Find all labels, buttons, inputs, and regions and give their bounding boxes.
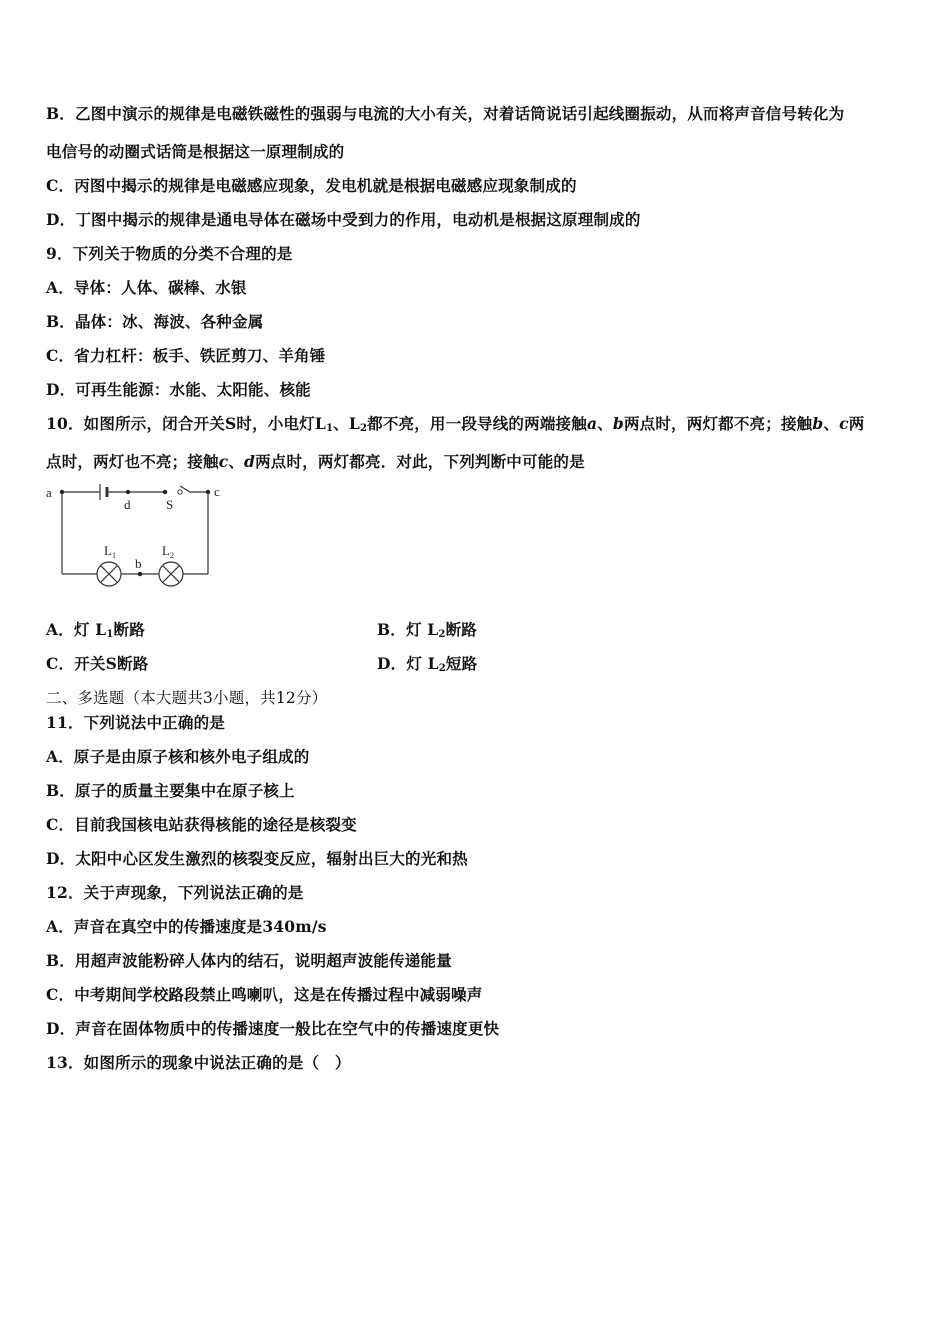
- circuit-diagram: [40, 480, 230, 592]
- option-12b: B．用超声波能粉碎人体内的结石，说明超声波能传递能量: [46, 951, 452, 970]
- option-10c: C．开关S断路: [46, 654, 149, 673]
- option-9b: B．晶体：冰、海波、各种金属: [46, 312, 264, 331]
- q10-text: 、: [597, 414, 613, 433]
- opt-text: 短路: [445, 654, 478, 673]
- label-switch-S: S: [166, 497, 174, 512]
- q10-text: 、: [228, 452, 245, 471]
- label-d: d: [124, 497, 131, 512]
- question-12: 12．关于声现象，下列说法正确的是: [46, 883, 304, 902]
- q10-var: d: [244, 452, 256, 471]
- q10-var: a: [586, 414, 598, 433]
- q10-text: 10．如图所示，闭合开关S时，小电灯L: [46, 414, 326, 433]
- question-9: 9．下列关于物质的分类不合理的是: [46, 244, 293, 263]
- opt-text: 断路: [445, 620, 477, 639]
- option-8b-line2: 电信号的动圈式话筒是根据这一原理制成的: [46, 142, 345, 161]
- label-L2-sub: 2: [169, 551, 174, 560]
- option-8b-line1: B．乙图中演示的规律是电磁铁磁性的强弱与电流的大小有关，对着话筒说话引起线圈振动，从而将声音信号转化为: [46, 104, 845, 123]
- option-12d: D．声音在固体物质中的传播速度一般比在空气中的传播速度更快: [46, 1019, 500, 1038]
- q10-text: 两点时，两灯都不亮；接触: [623, 414, 813, 433]
- option-8d: D．丁图中揭示的规律是通电导体在磁场中受到力的作用，电动机是根据这原理制成的: [46, 210, 641, 229]
- point-a-dot: [60, 490, 64, 494]
- q10-sub: 2: [359, 423, 368, 434]
- q10-text: 、: [823, 414, 840, 433]
- label-b: b: [135, 556, 142, 571]
- option-12c: C．中考期间学校路段禁止鸣喇叭，这是在传播过程中减弱噪声: [46, 985, 483, 1004]
- label-a: a: [46, 485, 52, 500]
- option-9a: A．导体：人体、碳棒、水银: [46, 278, 247, 297]
- q10-text: 点时，两灯也不亮；接触: [46, 452, 219, 471]
- option-11b: B．原子的质量主要集中在原子核上: [46, 781, 295, 800]
- q10-text: 、L: [333, 414, 360, 433]
- label-L2-letter: L: [162, 543, 170, 558]
- opt-sub: 2: [438, 629, 446, 640]
- q10-var: c: [218, 452, 229, 471]
- opt-text: B．灯 L: [377, 620, 439, 639]
- option-9c: C．省力杠杆：板手、铁匠剪刀、羊角锤: [46, 346, 326, 365]
- question-11: 11．下列说法中正确的是: [46, 713, 225, 732]
- option-10a: [46, 618, 145, 640]
- q10-text: 两: [848, 414, 865, 433]
- opt-text: A．灯 L: [46, 620, 107, 639]
- label-L1-sub: 1: [111, 551, 116, 560]
- option-12a: A．声音在真空中的传播速度是340m/s: [46, 917, 327, 936]
- q10-var: c: [839, 414, 849, 433]
- question-10-line1: [46, 412, 864, 434]
- q10-text: 都不亮，用一段导线的两端接触: [367, 414, 587, 433]
- option-11a: A．原子是由原子核和核外电子组成的: [46, 747, 310, 766]
- point-b-dot: [138, 572, 142, 576]
- label-L1: [104, 543, 116, 560]
- question-10-line2: [46, 450, 585, 472]
- option-9d: D．可再生能源：水能、太阳能、核能: [46, 380, 311, 399]
- label-L2: [162, 543, 174, 560]
- opt-sub: 1: [106, 629, 114, 640]
- label-c: c: [214, 484, 220, 499]
- point-c-dot: [206, 490, 210, 494]
- option-10d: [377, 652, 477, 674]
- question-13: 13．如图所示的现象中说法正确的是（ ）: [46, 1053, 351, 1072]
- opt-sub: 2: [438, 663, 446, 674]
- option-11d: D．太阳中心区发生激烈的核裂变反应，辐射出巨大的光和热: [46, 849, 468, 868]
- label-L1-letter: L: [104, 543, 112, 558]
- opt-text: 断路: [113, 620, 145, 639]
- q10-text: 两点时，两灯都亮．对此，下列判断中可能的是: [255, 452, 585, 471]
- point-d-dot: [126, 490, 130, 494]
- q10-var: b: [812, 414, 824, 433]
- option-8c: C．丙图中揭示的规律是电磁感应现象，发电机就是根据电磁感应现象制成的: [46, 176, 577, 195]
- switch-contact: [178, 490, 182, 494]
- option-11c: C．目前我国核电站获得核能的途径是核裂变: [46, 815, 357, 834]
- q10-sub: 1: [325, 423, 334, 434]
- option-10b: [377, 618, 477, 640]
- section-2-heading: 二、多选题（本大题共3小题，共12分）: [46, 689, 328, 707]
- q10-var: b: [612, 414, 624, 433]
- opt-text: D．灯 L: [377, 654, 439, 673]
- switch-pivot-dot: [163, 490, 167, 494]
